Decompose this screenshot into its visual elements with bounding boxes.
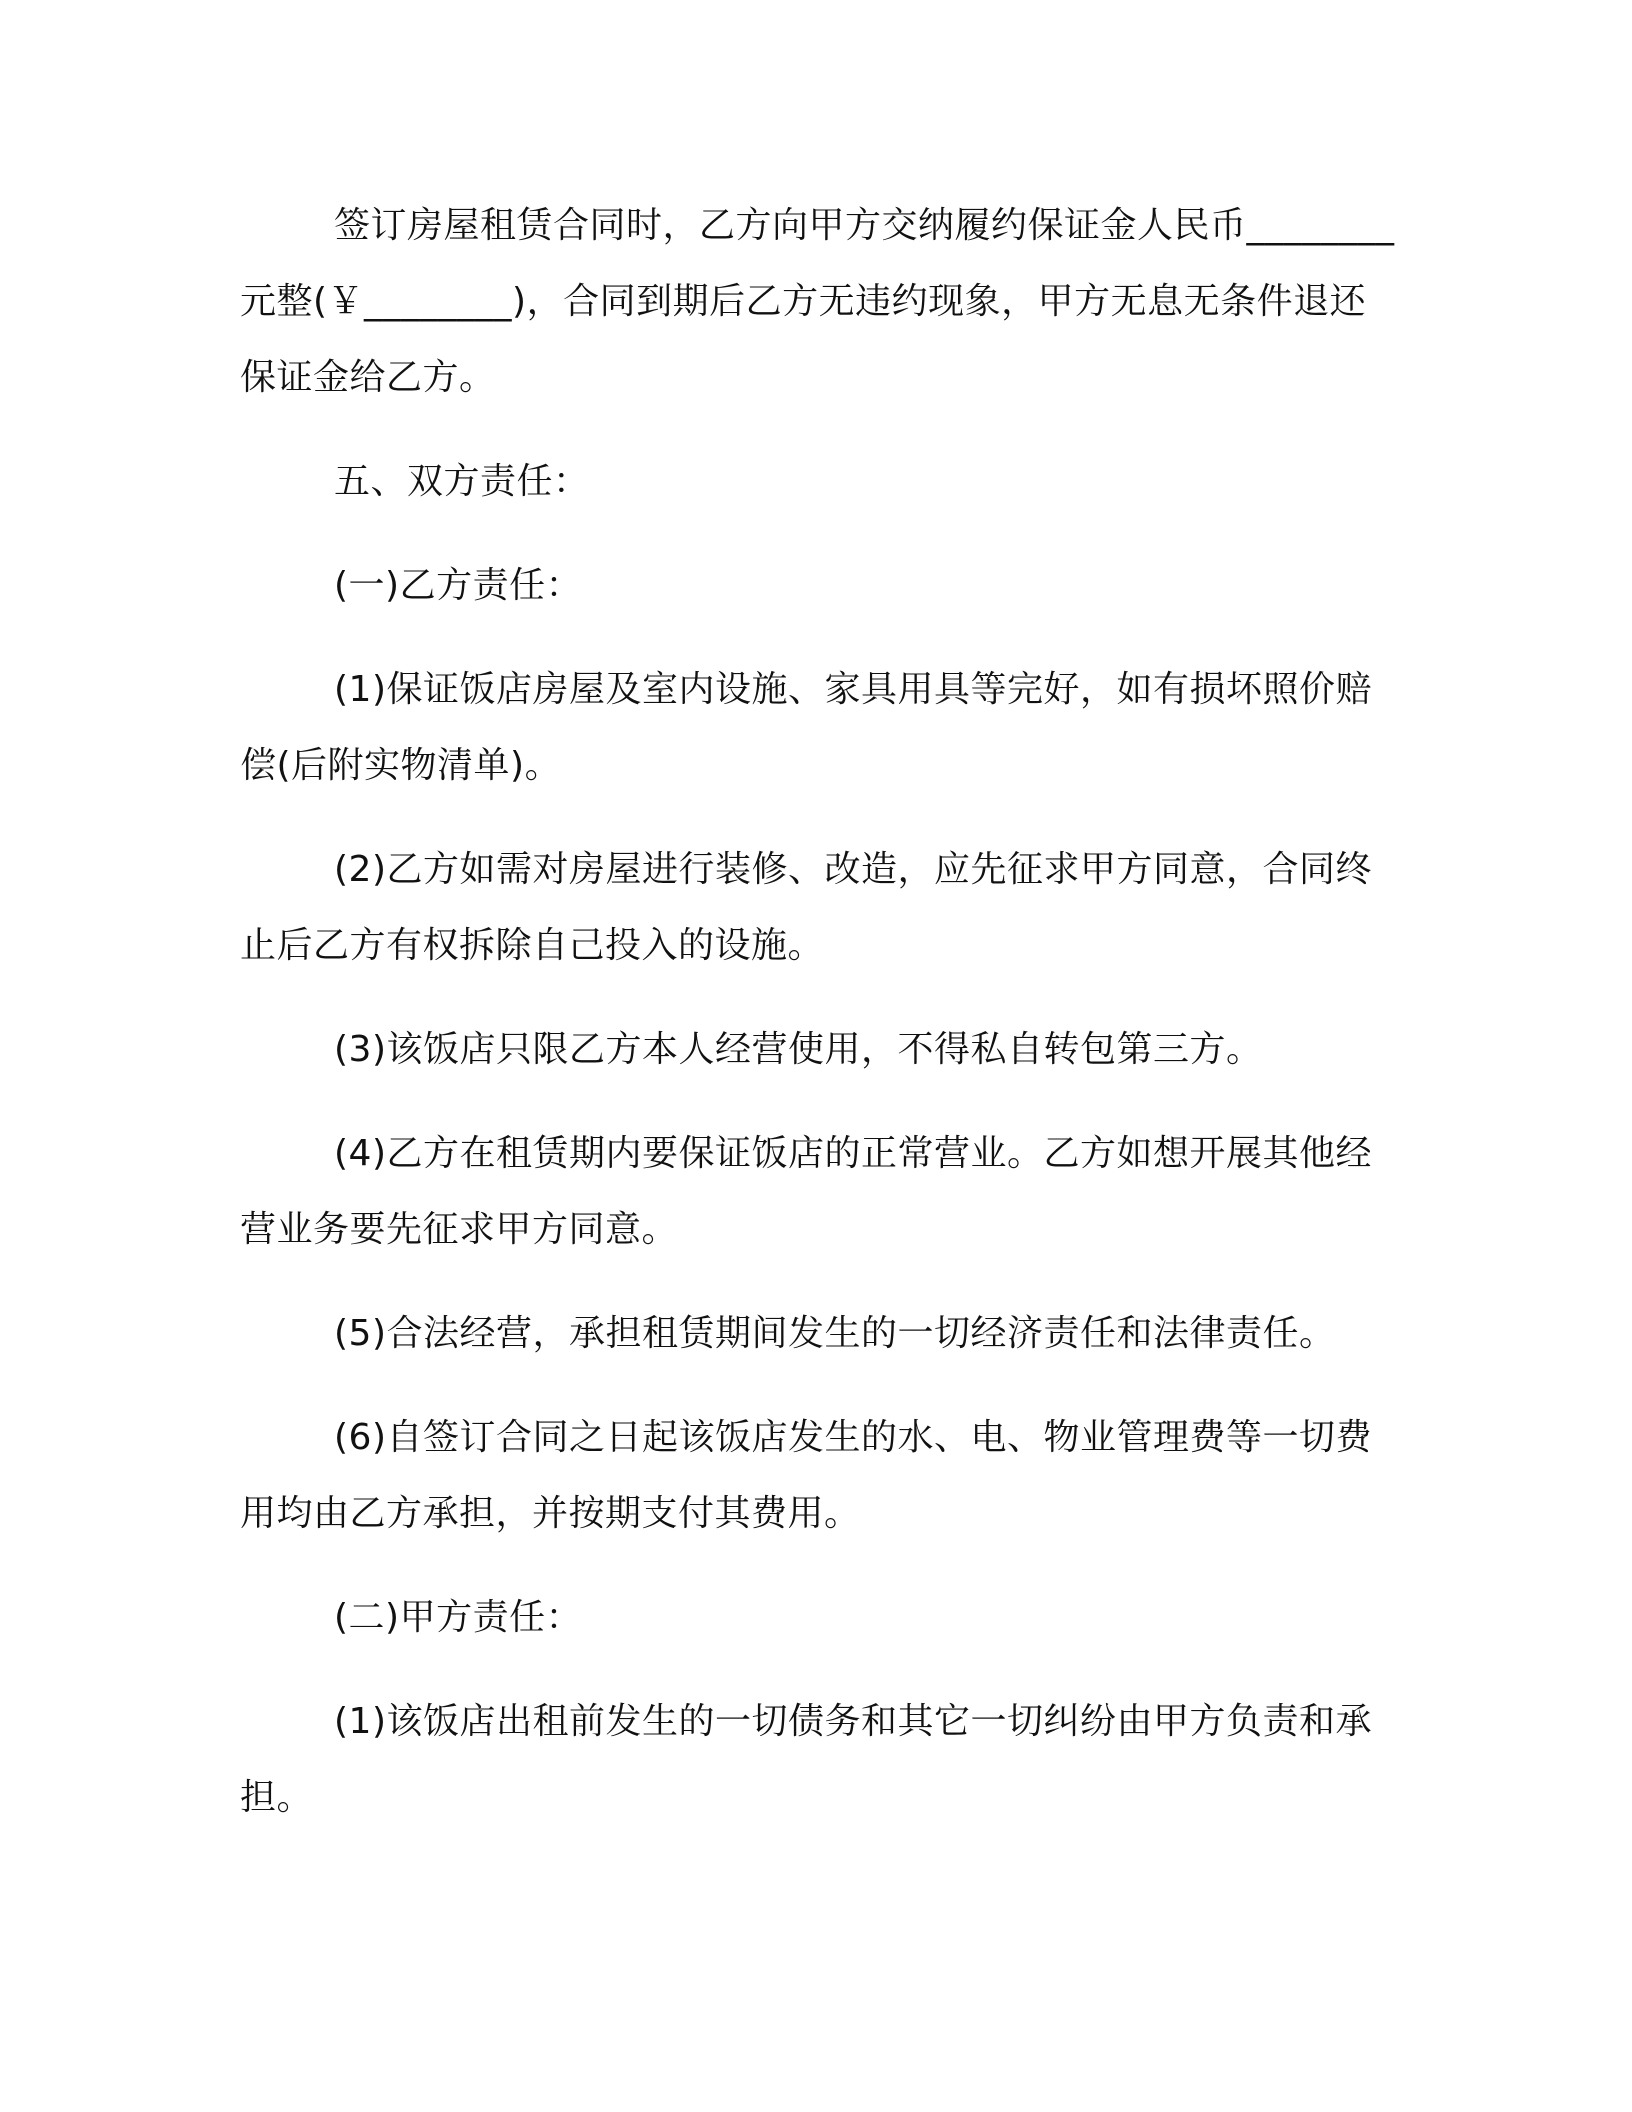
- deposit-paragraph: 签订房屋租赁合同时，乙方向甲方交纳履约保证金人民币________元整(￥________)，合同到期后乙方无违约现象，甲方无息无条件退还保证金给乙方。: [240, 205, 1395, 398]
- subsection-heading-party-a: (二)甲方责任：: [334, 1597, 583, 1638]
- document-body: [240, 188, 1400, 1836]
- party-b-clause-4: (4)乙方在租赁期内要保证饭店的正常营业。乙方如想开展其他经营业务要先征求甲方同意。: [240, 1133, 1372, 1250]
- subsection-heading-party-b: (一)乙方责任：: [334, 565, 583, 606]
- party-b-clause-1: (1)保证饭店房屋及室内设施、家具用具等完好，如有损坏照价赔偿(后附实物清单)。: [240, 669, 1372, 786]
- party-b-clause-3: (3)该饭店只限乙方本人经营使用，不得私自转包第三方。: [334, 1029, 1263, 1070]
- section-heading-mutual-responsibilities: 五、双方责任：: [334, 461, 590, 502]
- party-b-clause-5: (5)合法经营，承担租赁期间发生的一切经济责任和法律责任。: [334, 1313, 1336, 1354]
- party-b-clause-2: (2)乙方如需对房屋进行装修、改造，应先征求甲方同意，合同终止后乙方有权拆除自己投入的设施。: [240, 849, 1372, 966]
- party-a-clause-1: (1)该饭店出租前发生的一切债务和其它一切纠纷由甲方负责和承担。: [240, 1701, 1372, 1818]
- party-b-clause-6: (6)自签订合同之日起该饭店发生的水、电、物业管理费等一切费用均由乙方承担，并按期支付其费用。: [240, 1417, 1372, 1534]
